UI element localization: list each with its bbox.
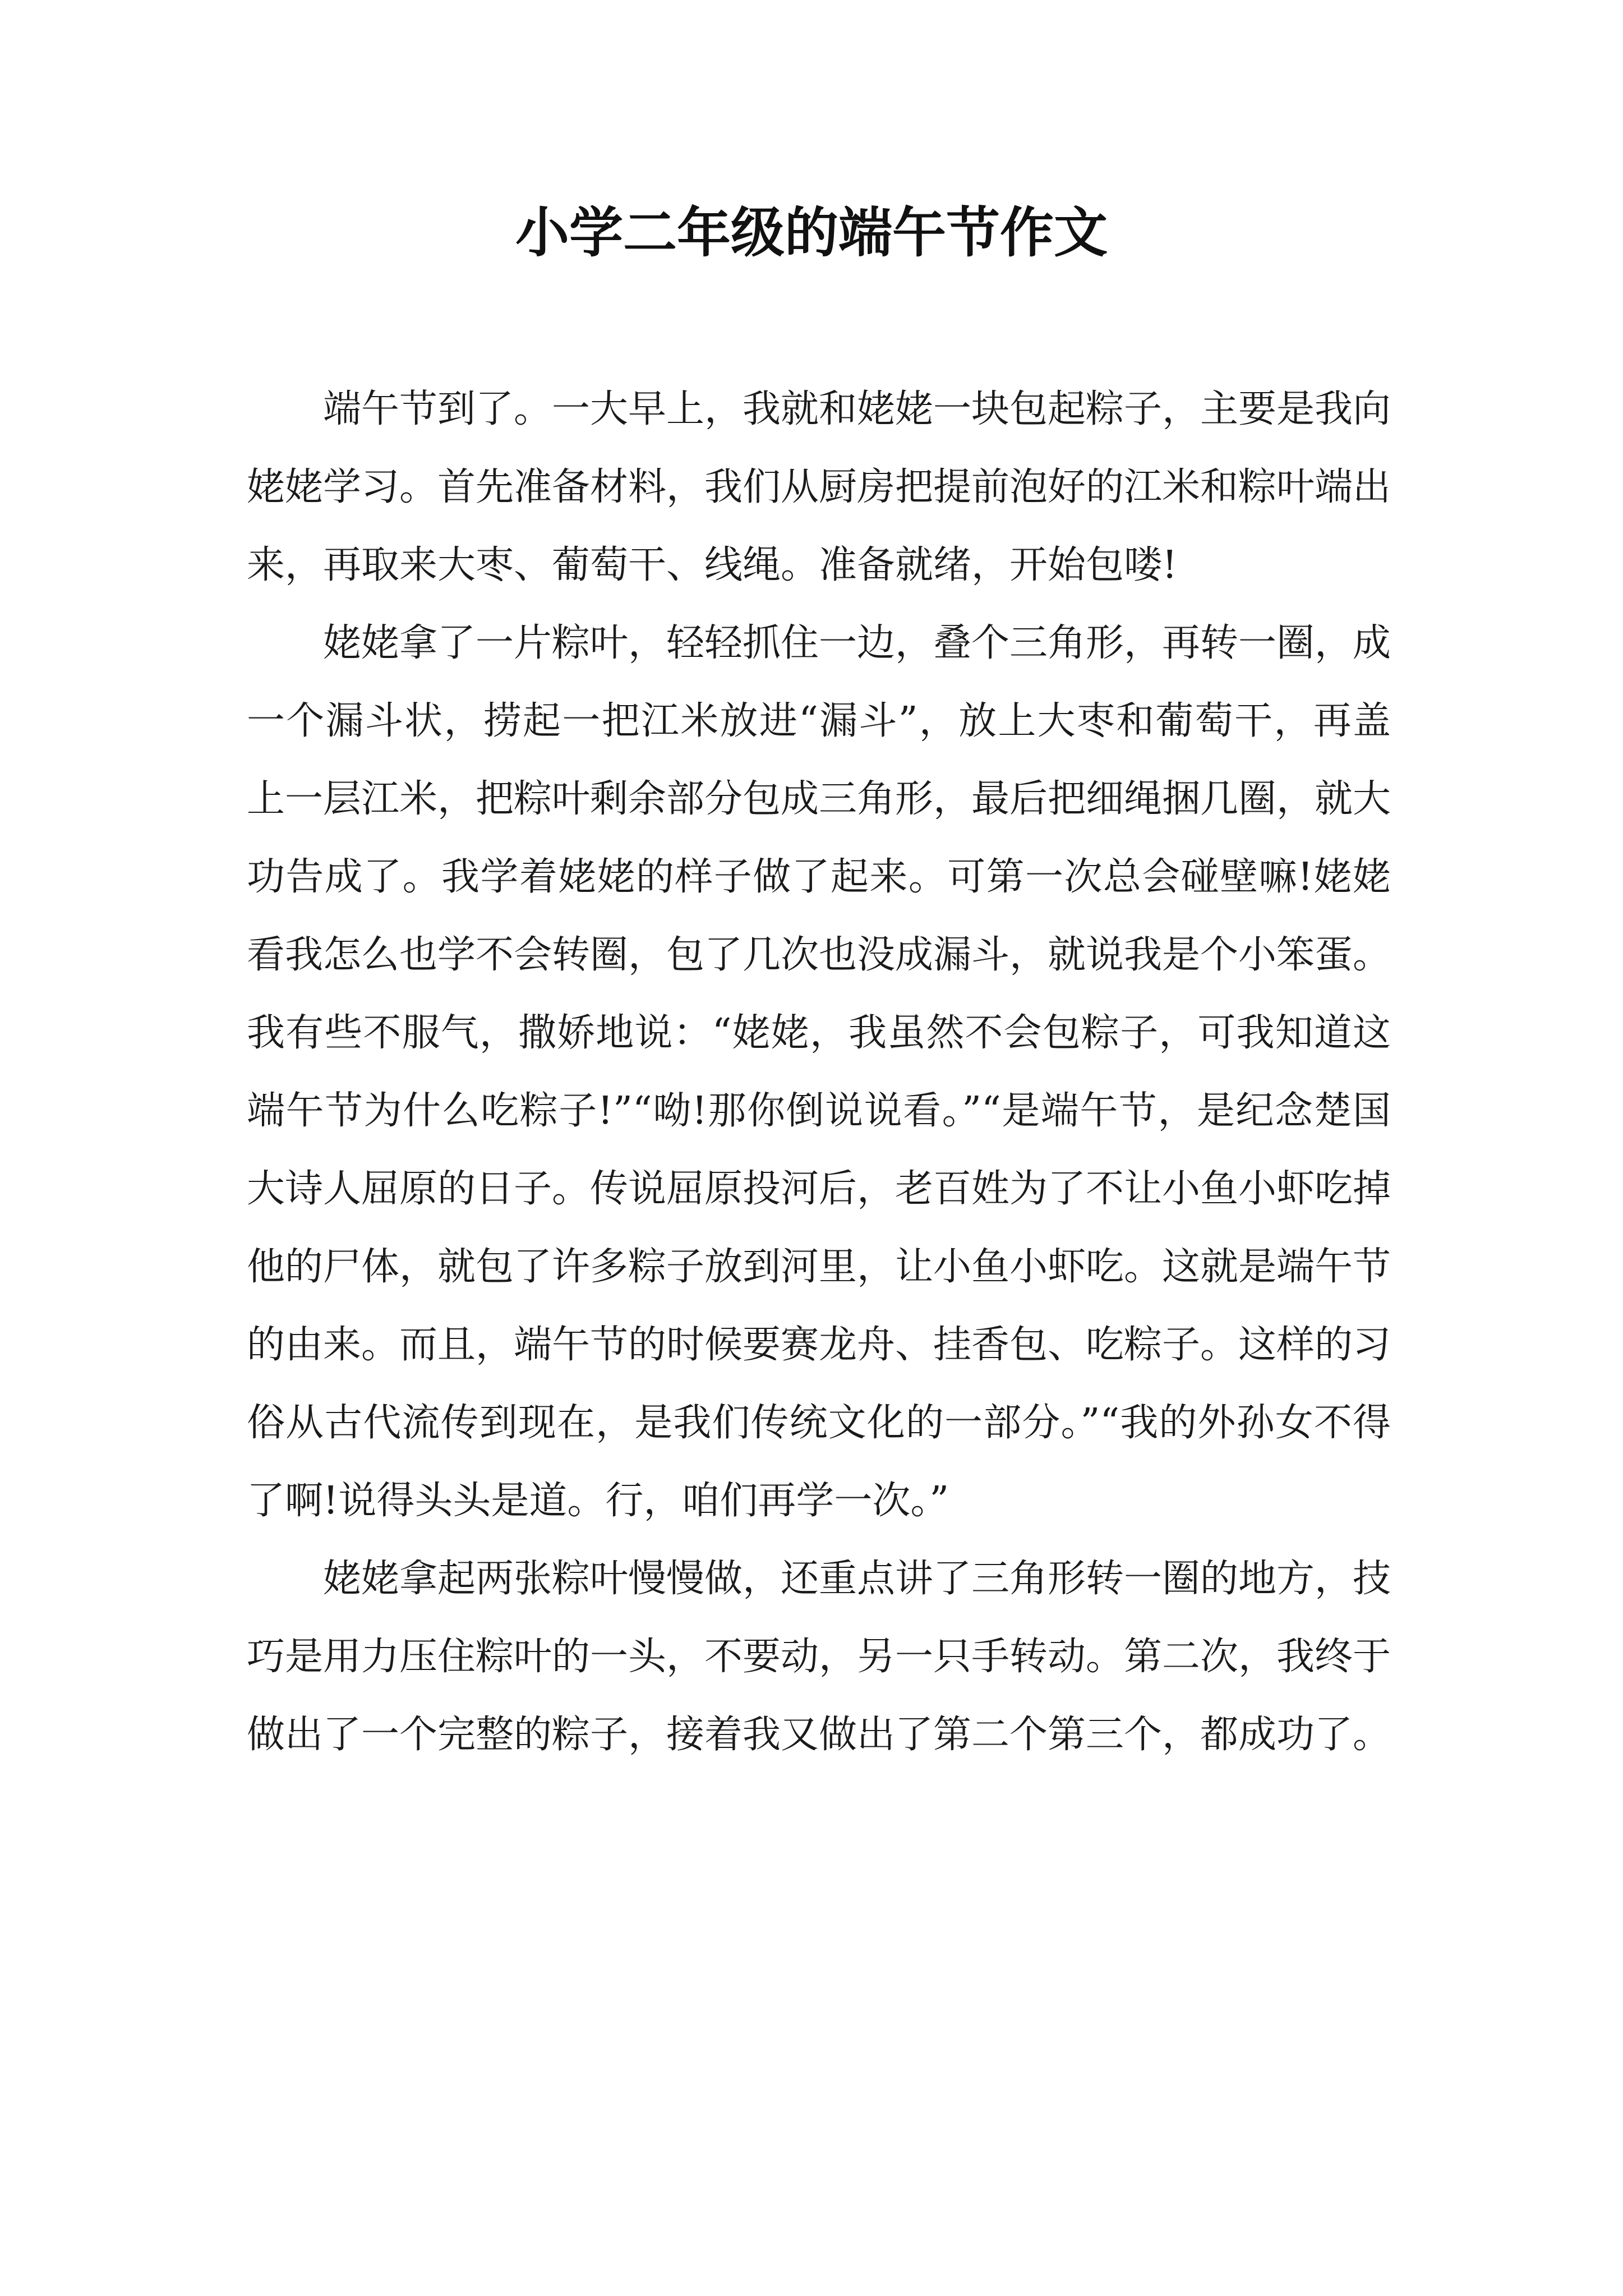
paragraph: 端午节到了。一大早上，我就和姥姥一块包起粽子，主要是我向姥姥学习。首先准备材料，我们从厨房把提前泡好的江米和粽叶端出来，再取来大枣、葡萄干、线绳。准备就绪，开始包喽! xyxy=(247,387,1391,587)
paragraph: 姥姥拿了一片粽叶，轻轻抓住一边，叠个三角形，再转一圈，成一个漏斗状，捞起一把江米放进“漏斗”，放上大枣和葡萄干，再盖上一层江米，把粽叶剩余部分包成三角形，最后把细绳捆几圈，就大功告成了。我学着姥姥的样子做了起来。可第一次总会碰壁嘛!姥姥看我怎么也学不会转圈，包了几次也没成漏斗，就说我是个小笨蛋。我有些不服气，撒娇地说：“姥姥，我虽然不会包粽子，可我知道这端午节为什么吃粽子!”“呦!那你倒说说看。”“是端午节，是纪念楚国大诗人屈原的日子。传说屈原投河后，老百姓为了不让小鱼小虾吃掉他的尸体，就包了许多粽子放到河里，让小鱼小虾吃。这就是端午节的由来。而且，端午节的时候要赛龙舟、挂香包、吃粽子。这样的习俗从古代流传到现在，是我们传统文化的一部分。”“我的外孙女不得了啊!说得头头是道。行，咱们再学一次。” xyxy=(247,621,1391,1523)
document-title: 小学二年级的端午节作文 xyxy=(515,201,1108,264)
document-body xyxy=(247,370,1391,1774)
paragraph: 姥姥拿起两张粽叶慢慢做，还重点讲了三角形转一圈的地方，技巧是用力压住粽叶的一头，不要动，另一只手转动。第二次，我终于做出了一个完整的粽子，接着我又做出了第二个第三个，都成功了。 xyxy=(247,1557,1391,1757)
